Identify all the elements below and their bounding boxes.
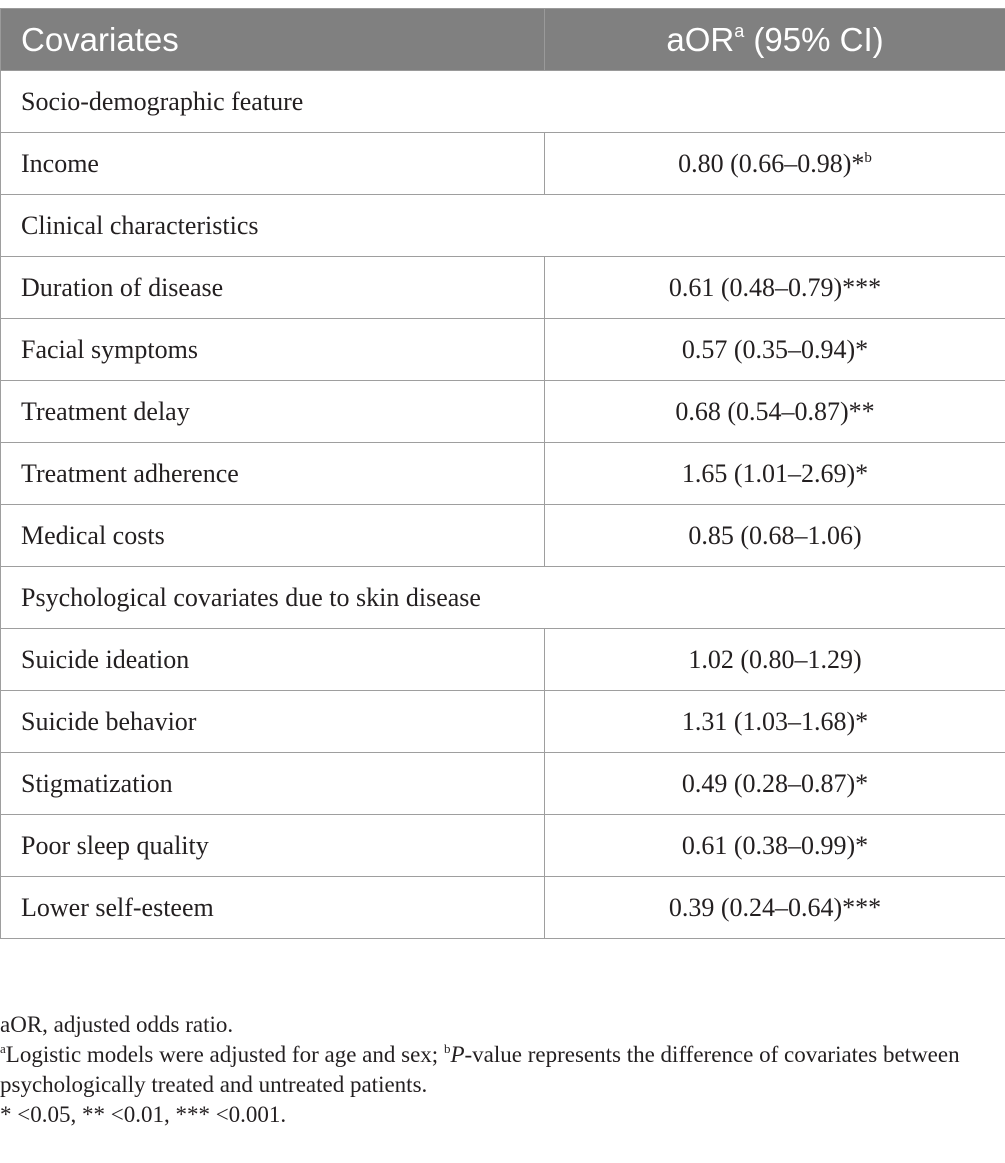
aor-value: 0.49 (0.28–0.87)* (681, 768, 869, 798)
table-row (1, 691, 1005, 753)
section-label: Socio-demographic feature (1, 71, 1005, 133)
aor-value: 1.31 (1.03–1.68)* (681, 706, 869, 736)
covariate-label: Suicide behavior (1, 691, 545, 753)
aor-value-superscript: b (864, 149, 872, 166)
section-row (1, 195, 1005, 257)
aor-value-cell (545, 691, 1005, 753)
covariate-label: Income (1, 133, 545, 195)
covariate-label: Lower self-esteem (1, 877, 545, 939)
table-row (1, 815, 1005, 877)
header-aor-suffix: (95% CI) (744, 20, 884, 58)
aor-value-cell (545, 133, 1005, 195)
aor-value-cell (545, 629, 1005, 691)
aor-value: 0.68 (0.54–0.87)** (675, 396, 875, 426)
table-footnotes (0, 1010, 1005, 1130)
table-row (1, 319, 1005, 381)
aor-value-cell (545, 257, 1005, 319)
section-label: Psychological covariates due to skin disease (1, 567, 1005, 629)
footnote-b-text: -value represents the difference of covariates between psychologically treated and untreated patients. (0, 1042, 960, 1097)
covariate-label: Stigmatization (1, 753, 545, 815)
covariates-table (0, 8, 1005, 939)
header-row (1, 9, 1005, 71)
table-row (1, 753, 1005, 815)
aor-value: 0.85 (0.68–1.06) (688, 520, 862, 550)
header-covariates: Covariates (1, 9, 545, 71)
footnote-significance: * <0.05, ** <0.01, *** <0.001. (0, 1102, 287, 1127)
table-row (1, 629, 1005, 691)
footnote-a-b (0, 1040, 1005, 1100)
aor-value: 0.39 (0.24–0.64)*** (668, 892, 882, 922)
covariate-label: Treatment delay (1, 381, 545, 443)
aor-value-cell (545, 815, 1005, 877)
aor-value: 0.61 (0.48–0.79)*** (668, 272, 882, 302)
footnote-b-marker: b (443, 1041, 451, 1056)
aor-value: 1.65 (1.01–2.69)* (681, 458, 869, 488)
covariate-label: Poor sleep quality (1, 815, 545, 877)
covariate-label: Duration of disease (1, 257, 545, 319)
aor-value: 1.02 (0.80–1.29) (688, 644, 862, 674)
header-aor-superscript: a (734, 20, 745, 41)
section-row (1, 71, 1005, 133)
header-aor (545, 9, 1005, 71)
table-row (1, 133, 1005, 195)
section-row (1, 567, 1005, 629)
covariate-label: Treatment adherence (1, 443, 545, 505)
footnote-abbreviation: aOR, adjusted odds ratio. (0, 1012, 234, 1037)
aor-value-cell (545, 505, 1005, 567)
table-header (1, 9, 1005, 71)
covariate-label: Medical costs (1, 505, 545, 567)
aor-value: 0.80 (0.66–0.98)* (678, 148, 865, 178)
aor-value-cell (545, 443, 1005, 505)
table-row (1, 257, 1005, 319)
covariate-label: Suicide ideation (1, 629, 545, 691)
results-table-container (0, 8, 1005, 939)
table-row (1, 381, 1005, 443)
aor-value: 0.57 (0.35–0.94)* (681, 334, 869, 364)
footnote-b-italic-p: P (450, 1042, 465, 1067)
header-aor-label: aOR (666, 20, 735, 58)
table-row (1, 443, 1005, 505)
table-body (1, 71, 1005, 939)
aor-value-cell (545, 753, 1005, 815)
aor-value-cell (545, 381, 1005, 443)
aor-value-cell (545, 877, 1005, 939)
section-label: Clinical characteristics (1, 195, 1005, 257)
covariate-label: Facial symptoms (1, 319, 545, 381)
footnote-a-marker: a (0, 1041, 6, 1056)
table-row (1, 505, 1005, 567)
table-row (1, 877, 1005, 939)
footnote-a-text: Logistic models were adjusted for age and sex; (5, 1042, 444, 1067)
aor-value-cell (545, 319, 1005, 381)
aor-value: 0.61 (0.38–0.99)* (681, 830, 869, 860)
